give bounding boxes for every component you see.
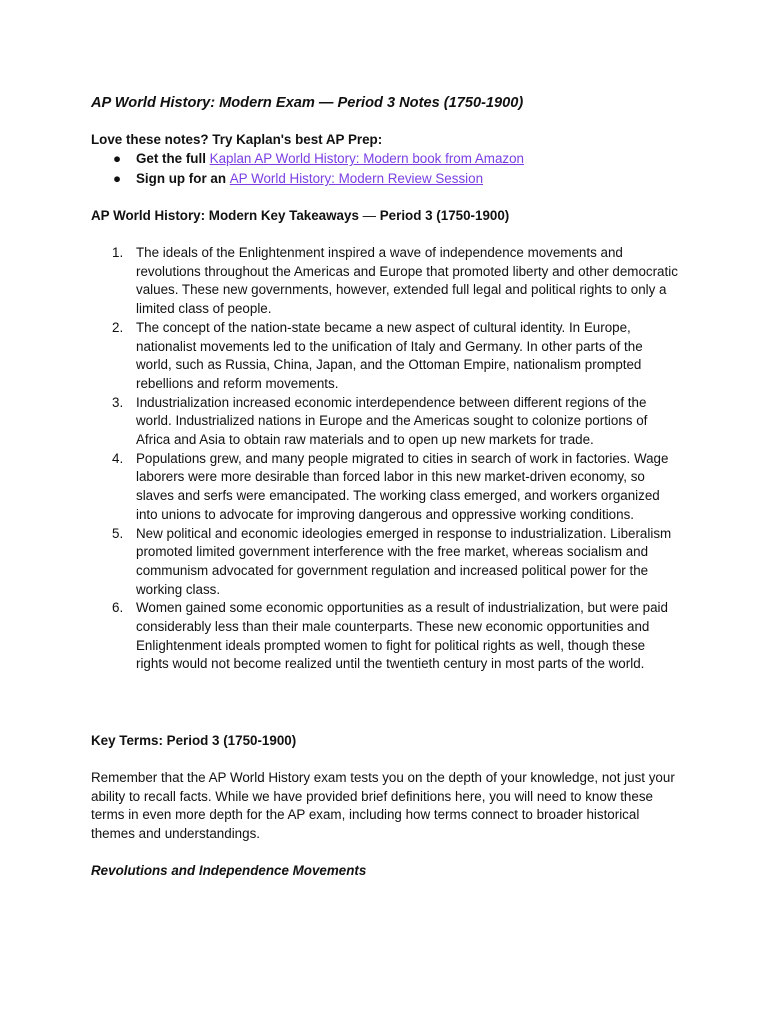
list-item-number: 5. — [112, 525, 124, 541]
section-heading: Revolutions and Independence Movements — [91, 863, 367, 878]
promo-list — [91, 150, 524, 190]
review-session-link[interactable]: AP World History: Modern Review Session — [229, 171, 484, 186]
amazon-book-link[interactable]: Kaplan AP World History: Modern book from Amazon — [209, 151, 524, 166]
key-terms-heading: Key Terms: Period 3 (1750-1900) — [91, 733, 297, 748]
list-item-text: Populations grew, and many people migrated to cities in search of work in factories. Wage laborers were more desirable than forced labor in this new market-driven economy, so slaves and serfs were emancipated. The working class emerged, and workers organized into unions to advocate for improving dangerous and oppressive working conditions. — [136, 450, 669, 522]
list-item-text: Industrialization increased economic interdependence between different regions of the world. Industrialized nations in Europe and the Americas sought to colonize portions of Africa and Asia to obtain raw materials and to open up new markets for trade. — [136, 394, 648, 448]
list-item-number: 6. — [112, 600, 124, 616]
promo-item-prefix: Get the full — [136, 151, 210, 166]
list-item-text: The ideals of the Enlightenment inspired a wave of independence movements and revolutions throughout the Americas and Europe that promoted liberty and other democratic values. These new governments, however, extended full legal and political rights to only a limited class of people. — [136, 245, 678, 317]
bullet-icon: ● — [113, 151, 122, 166]
list-item-text: Women gained some economic opportunities as a result of industrialization, but were paid considerably less than their male counterparts. These new economic opportunities and Enlightenment ideals prompted women to fight for political rights as well, though these rights would not become realized until the twentieth century in most parts of the world. — [136, 600, 668, 672]
list-item-text: The concept of the nation-state became a new aspect of cultural identity. In Europe, nationalist movements led to the unification of Italy and Germany. In other parts of the world, such as Russia, China, Japan, and the Ottoman Empire, nationalism prompted rebellions and reform movements. — [136, 319, 643, 391]
list-item-number: 4. — [112, 450, 124, 466]
list-item-number: 3. — [112, 394, 124, 410]
list-item-text: New political and economic ideologies emerged in response to industrialization. Liberalism promoted limited government interference with the free market, whereas socialism and communism advocated for government regulation and increased political power for the working class. — [136, 525, 672, 597]
list-item — [91, 450, 681, 525]
promo-item — [91, 170, 524, 190]
document-title: AP World History: Modern Exam — Period 3 Notes (1750-1900) — [91, 95, 524, 111]
promo-item — [91, 150, 524, 170]
list-item — [91, 244, 681, 319]
takeaways-heading-part1: AP World History: Modern Key Takeaways — [91, 208, 359, 223]
takeaways-heading-dash: — — [358, 208, 380, 223]
list-item — [91, 394, 681, 450]
list-item — [91, 319, 681, 394]
takeaways-heading-part2: Period 3 (1750-1900) — [379, 208, 510, 223]
promo-item-prefix: Sign up for an — [136, 171, 230, 186]
list-item-number: 2. — [112, 319, 124, 335]
list-item-number: 1. — [112, 245, 124, 260]
takeaways-list — [91, 244, 681, 674]
bullet-icon: ● — [113, 171, 122, 186]
takeaways-heading — [91, 207, 509, 226]
list-item — [91, 599, 681, 674]
list-item — [91, 525, 681, 600]
promo-heading: Love these notes? Try Kaplan's best AP Prep: — [91, 132, 383, 147]
key-terms-intro: Remember that the AP World History exam tests you on the depth of your knowledge, not just your ability to recall facts. While we have provided brief definitions here, you will need to know these terms in even more depth for the AP exam, including how terms connect to broader historical themes and understandings. — [91, 770, 675, 842]
